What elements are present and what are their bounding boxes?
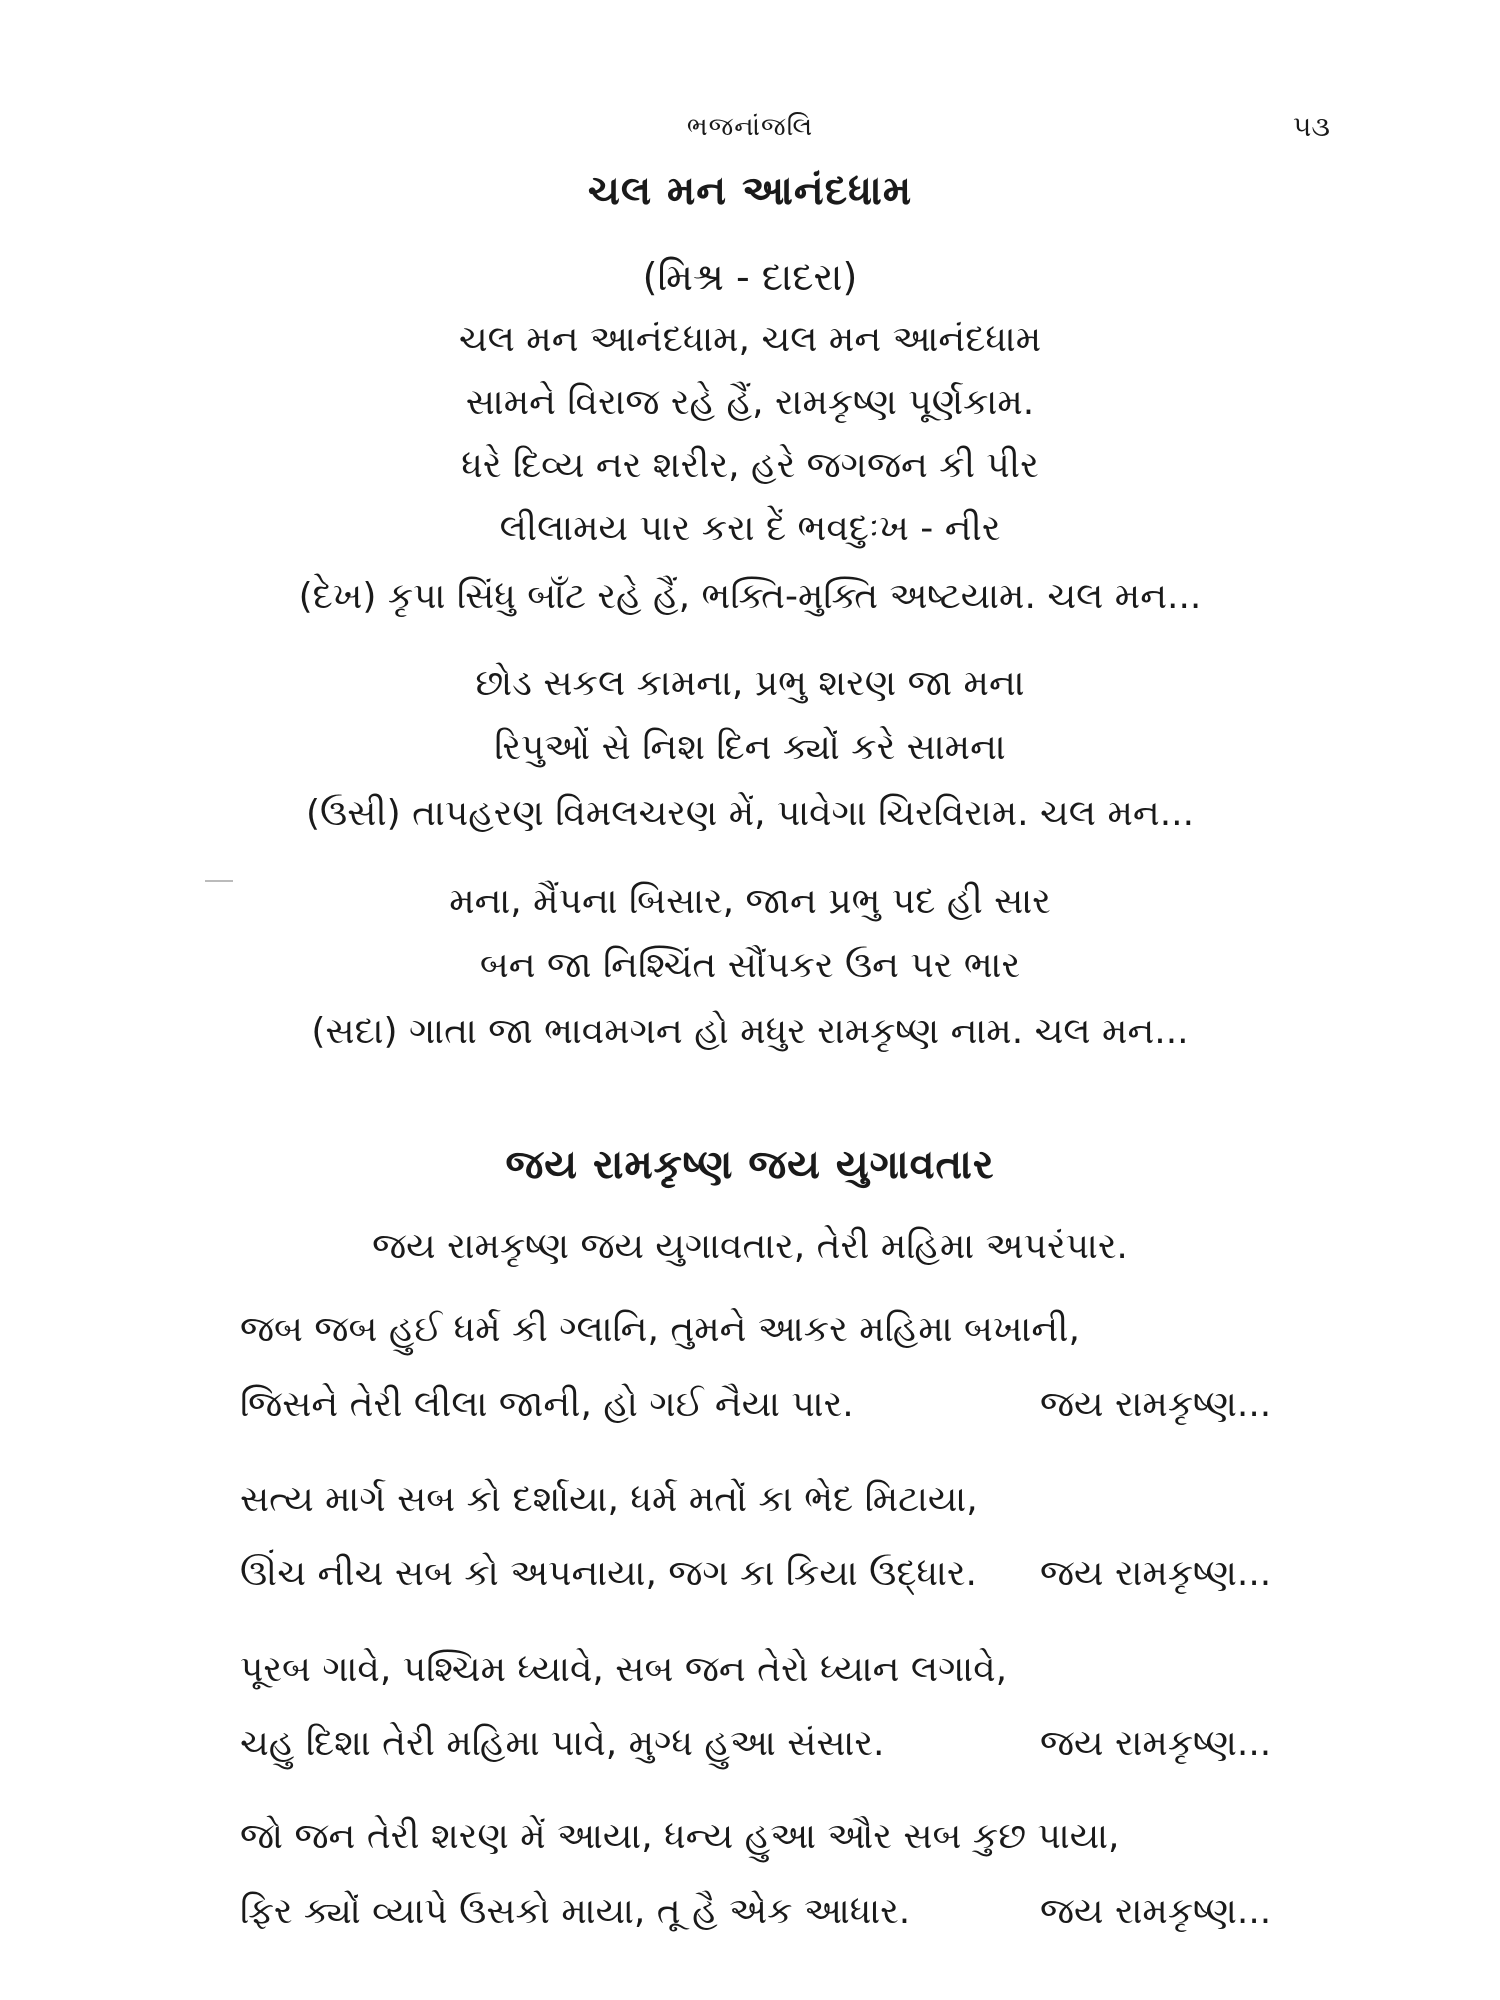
verse-line: મના, મૈંપના બિસાર, જાન પ્રભુ પદ હી સાર bbox=[449, 881, 1051, 922]
verse-line: (દેખ) કૃપા સિંધુ બાઁટ રહે હૈં, ભક્તિ-મુક્તિ અષ્ટયામ. ચલ મન... bbox=[298, 576, 1202, 617]
song-title-jay-ramkrishna: જય રામકૃષ્ણ જય યુગાવતાર bbox=[505, 1142, 995, 1188]
refrain-text: જય રામકૃષ્ણ... bbox=[1040, 1553, 1272, 1594]
verse-line: ચહુ દિશા તેરી મહિમા પાવે, મુગ્ધ હુઆ સંસાર. bbox=[240, 1723, 885, 1764]
verse-line: લીલામય પાર કરા દેં ભવદુઃખ - નીર bbox=[499, 508, 1001, 549]
running-header: ભજનાંજલિ bbox=[686, 112, 814, 142]
refrain-text: જય રામકૃષ્ણ... bbox=[1040, 1384, 1272, 1425]
verse-line: ફિર ક્યોં વ્યાપે ઉસકો માયા, તૂ હૈ એક આધાર. bbox=[240, 1891, 911, 1932]
verse-line: સામને વિરાજ રહે હૈં, રામકૃષ્ણ પૂર્ણકામ. bbox=[465, 382, 1035, 423]
verse-line: ચલ મન આનંદધામ, ચલ મન આનંદધામ bbox=[458, 319, 1042, 360]
refrain-text: જય રામકૃષ્ણ... bbox=[1040, 1891, 1272, 1932]
refrain-text: જય રામકૃષ્ણ... bbox=[1040, 1723, 1272, 1764]
verse-line: જિસને તેરી લીલા જાની, હો ગઈ નૈયા પાર. bbox=[240, 1384, 854, 1425]
verse-line: બન જા નિશ્ચિંત સૌંપકર ઉન પર ભાર bbox=[479, 945, 1021, 986]
song-title-chal-man: ચલ મન આનંદધામ bbox=[587, 168, 913, 214]
verse-line: (ઉસી) તાપહરણ વિમલચરણ મેં, પાવેગા ચિરવિરામ. ચલ મન... bbox=[305, 793, 1195, 834]
verse-line: પૂરબ ગાવે, પશ્ચિમ ધ્યાવે, સબ જન તેરો ધ્યાન લગાવે, bbox=[240, 1649, 1008, 1690]
verse-line: છોડ સકલ કામના, પ્રભુ શરણ જા મના bbox=[475, 663, 1025, 704]
raag-label: (મિશ્ર - દાદરા) bbox=[642, 255, 858, 299]
verse-line: સત્ય માર્ગ સબ કો દર્શાયા, ધર્મ મતોં કા ભેદ મિટાયા, bbox=[240, 1479, 978, 1520]
verse-line: જો જન તેરી શરણ મેં આયા, ધન્ય હુઆ ઔર સબ કુછ પાયા, bbox=[240, 1816, 1120, 1857]
verse-line: રિપુઓં સે નિશ દિન ક્યોં કરે સામના bbox=[494, 727, 1006, 768]
verse-line: જબ જબ હુઈ ધર્મ કી ગ્લાનિ, તુમને આકર મહિમા બખાની, bbox=[240, 1309, 1080, 1350]
verse-line: ધરે દિવ્ય નર શરીર, હરે જગજન કી પીર bbox=[461, 445, 1039, 486]
page-number: ૫૩ bbox=[1292, 110, 1330, 143]
verse-line: (સદા) ગાતા જા ભાવમગન હો મધુર રામકૃષ્ણ નામ. ચલ મન... bbox=[311, 1011, 1189, 1052]
opening-line: જય રામકૃષ્ણ જય યુગાવતાર, તેરી મહિમા અપરંપાર. bbox=[372, 1226, 1128, 1267]
verse-line: ઊંચ નીચ સબ કો અપનાયા, જગ કા કિયા ઉદ્ધાર. bbox=[240, 1553, 977, 1594]
